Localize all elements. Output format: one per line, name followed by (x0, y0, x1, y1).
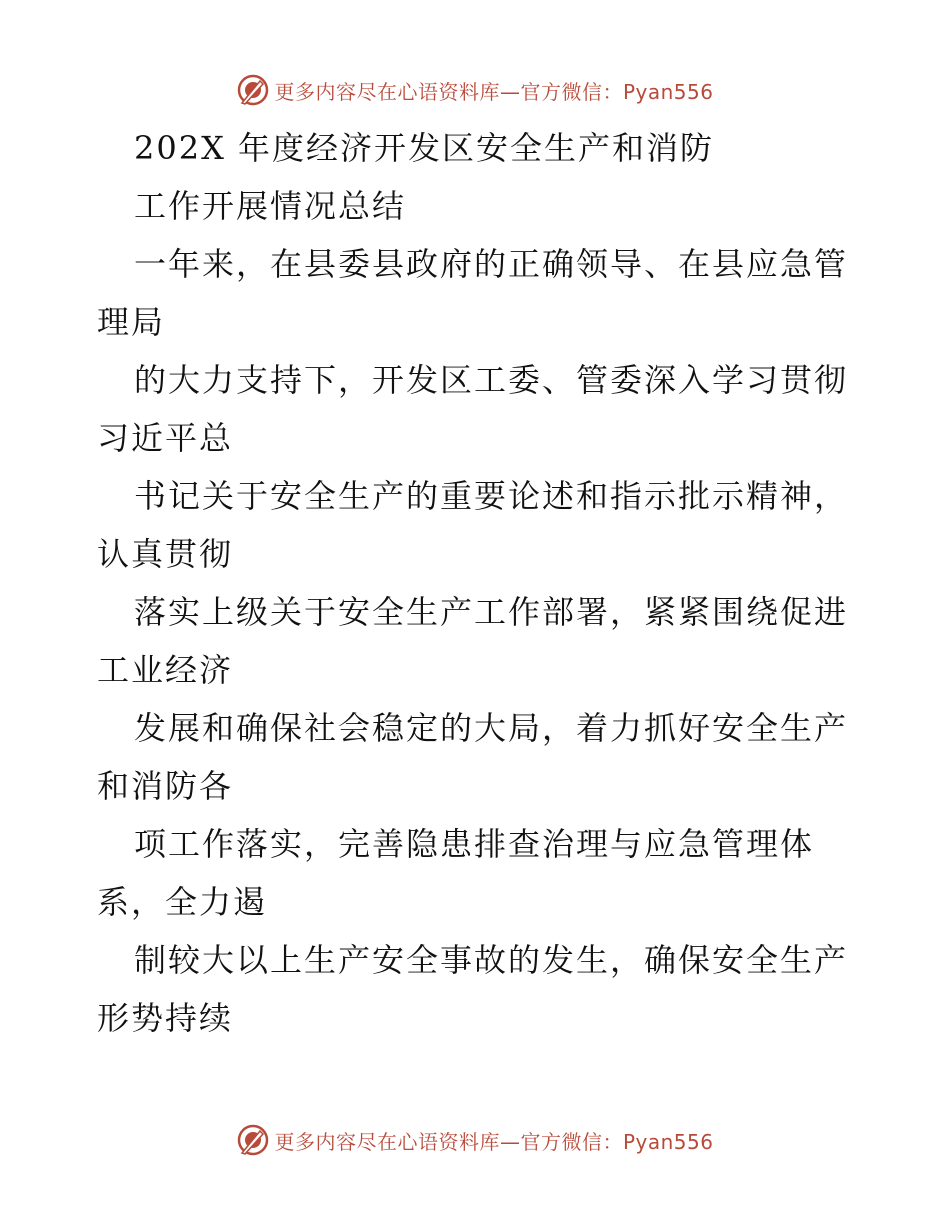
bottom-watermark-banner (0, 1120, 950, 1160)
watermark-text: 更多内容尽在心语资料库—官方微信：Pyan556 (274, 1129, 714, 1154)
doc-title-line-2: 工作开展情况总结 (134, 187, 407, 225)
paragraph-line: 发展和确保社会稳定的大局，着力抓好安全生产 (134, 709, 849, 747)
paragraph-line: 的大力支持下，开发区工委、管委深入学习贯彻 (134, 361, 849, 399)
paragraph-line: 认真贯彻 (97, 535, 234, 573)
quill-seal-icon (236, 1123, 270, 1157)
doc-title-line-1: 202X 年度经济开发区安全生产和消防 (134, 129, 715, 167)
paragraph-line: 一年来，在县委县政府的正确领导、在县应急管 (134, 245, 849, 283)
paragraph-line: 项工作落实，完善隐患排查治理与应急管理体 (134, 825, 815, 863)
paragraph-line: 落实上级关于安全生产工作部署，紧紧围绕促进 (134, 593, 849, 631)
paragraph-line: 书记关于安全生产的重要论述和指示批示精神， (134, 477, 849, 515)
paragraph-line: 习近平总 (97, 419, 234, 457)
paragraph-line: 制较大以上生产安全事故的发生，确保安全生产 (134, 941, 849, 979)
paragraph-line: 工业经济 (97, 651, 234, 689)
paragraph-line: 系，全力遏 (97, 883, 268, 921)
paragraph-line: 形势持续 (97, 999, 234, 1037)
paragraph-line: 和消防各 (97, 767, 234, 805)
top-watermark-banner (0, 70, 950, 110)
quill-seal-icon (236, 73, 270, 107)
watermark-text: 更多内容尽在心语资料库—官方微信：Pyan556 (274, 79, 714, 104)
paragraph-line: 理局 (97, 303, 166, 341)
